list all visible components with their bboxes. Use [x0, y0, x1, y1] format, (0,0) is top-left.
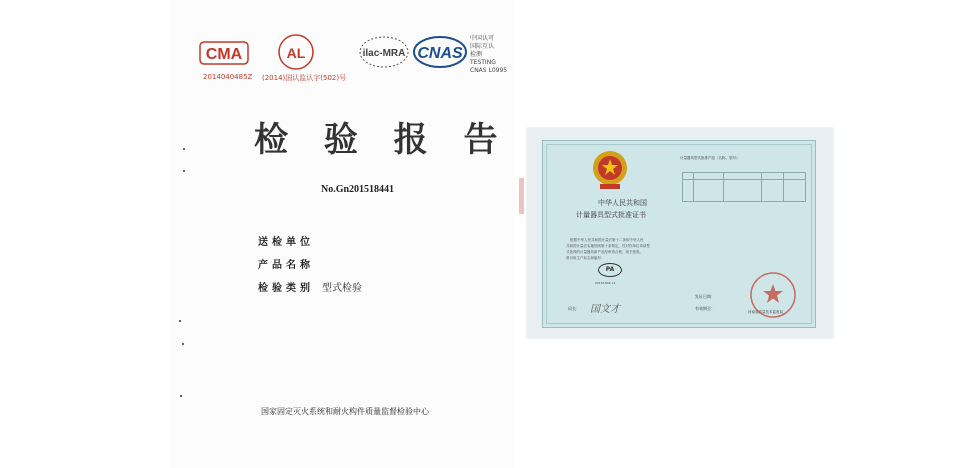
- valid-until-label: 有效期至：: [695, 306, 715, 311]
- scan-dot: [182, 343, 184, 345]
- scan-dot: [180, 395, 182, 397]
- cnas-line: 检测: [470, 51, 483, 58]
- cnas-line: 中国认可: [470, 35, 495, 42]
- table-col-divider: [761, 173, 762, 201]
- pa-mark: PA: [598, 263, 622, 277]
- report-number: No.Gn201518441: [321, 184, 395, 195]
- red-tab-mark: [519, 178, 524, 214]
- official-seal-icon: [748, 270, 798, 320]
- field-label-category: 检验类别: [258, 283, 314, 294]
- field-label-submitter: 送检单位: [258, 237, 314, 248]
- table-col-divider: [693, 173, 694, 201]
- field-label-product: 产品名称: [258, 260, 314, 271]
- certificate-product-table: [682, 172, 806, 202]
- certificate-body-line: 准可用生产标志和编号：: [566, 256, 605, 260]
- cnas-text-block: [470, 35, 507, 75]
- report-title: 检 验 报 告: [254, 120, 510, 160]
- issue-date-label: 发证日期：: [695, 294, 715, 299]
- cal-logo: [276, 32, 316, 72]
- national-emblem-icon: [590, 148, 630, 192]
- svg-text:CMA: CMA: [205, 46, 243, 63]
- issuing-organization: 河南省质量技术监督局: [748, 310, 783, 314]
- svg-text:AL: AL: [286, 45, 306, 61]
- table-col-divider: [783, 173, 784, 201]
- table-row-divider: [683, 179, 805, 180]
- report-issuer: 国家固定灭火系统和耐火构件质量监督检验中心: [261, 407, 429, 416]
- cma-logo: [196, 38, 252, 70]
- cal-code: (2014)国认监认字(502)号: [262, 74, 347, 82]
- field-value-category: 型式检验: [322, 283, 362, 294]
- certificate-sign-label: 局长：: [568, 306, 580, 311]
- scan-dot: [179, 320, 181, 322]
- certificate-body-line: 式批准的计量器具新产品经审查合格，现予批准。: [566, 250, 643, 254]
- table-col-divider: [723, 173, 724, 201]
- ilac-mra-logo: [358, 34, 410, 70]
- certificate-body-line: 共和国计量法实施细则第十条规定，经对你单位申请型: [566, 244, 650, 248]
- svg-text:CNAS: CNAS: [417, 45, 463, 62]
- pa-code: 2015C304-11: [595, 281, 616, 285]
- handwritten-signature: 国文才: [590, 304, 620, 315]
- certificate-body-line: 根据中华人民共和国计量法第十二条和中华人民: [570, 238, 644, 242]
- cnas-line: 国际互认: [470, 43, 495, 50]
- cnas-logo: [412, 34, 468, 70]
- certificate-country: 中华人民共和国: [598, 199, 647, 207]
- certificate-table-header: 计量器具型式批准产品（名称、型号）: [680, 156, 740, 160]
- cma-code: 2014040485Z: [203, 73, 253, 81]
- scan-dot: [183, 170, 185, 172]
- scan-dot: [183, 148, 185, 150]
- inspection-report-page: [170, 0, 515, 468]
- cnas-line: TESTING: [470, 59, 496, 66]
- svg-text:ilac-MRA: ilac-MRA: [362, 48, 406, 59]
- certificate-title: 计量器具型式批准证书: [576, 211, 646, 219]
- cnas-line: CNAS L0995: [470, 67, 508, 74]
